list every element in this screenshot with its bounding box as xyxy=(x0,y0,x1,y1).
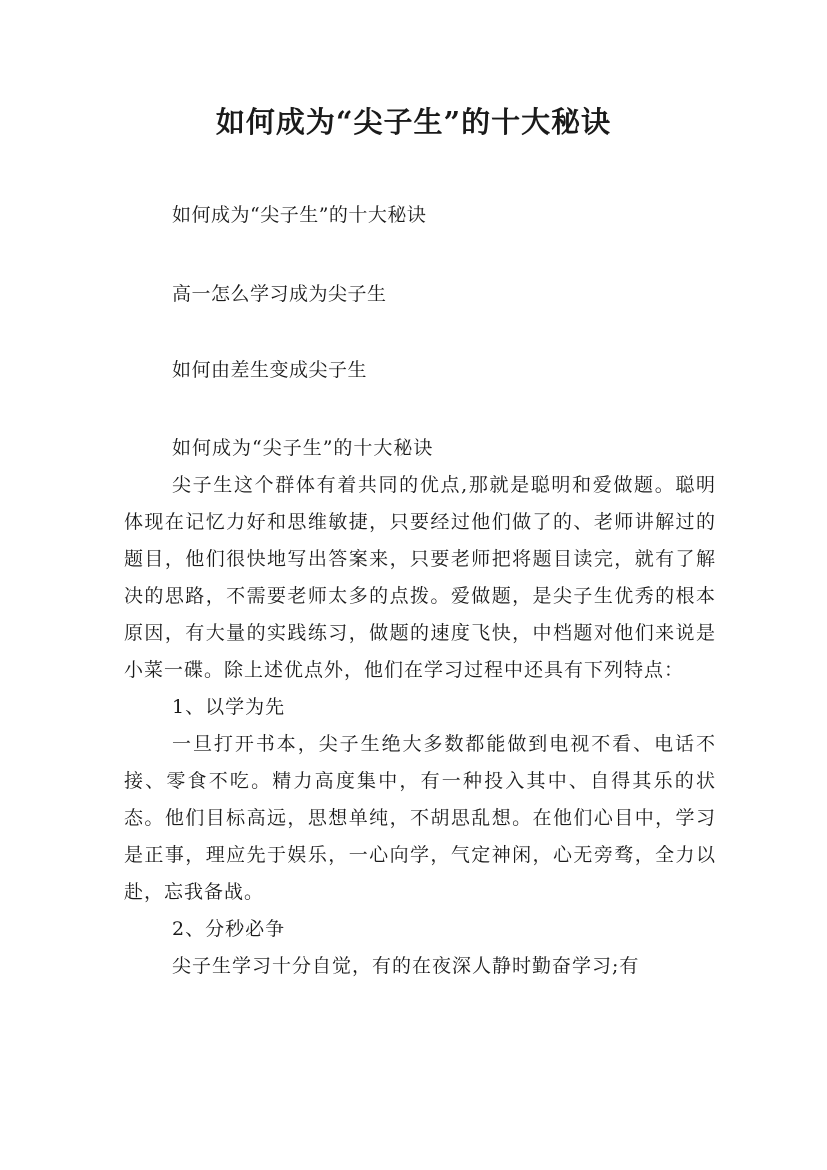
body-paragraph: 尖子生学习十分自觉，有的在夜深人静时勤奋学习;有 xyxy=(172,955,640,977)
document-body xyxy=(124,430,716,985)
related-link-3: 如何由差生变成尖子生 xyxy=(172,359,368,381)
related-link-2: 高一怎么学习成为尖子生 xyxy=(172,283,387,305)
section-heading: 2、分秒必争 xyxy=(172,918,286,940)
section-heading: 1、以学为先 xyxy=(172,696,286,718)
body-heading: 如何成为“尖子生”的十大秘诀 xyxy=(172,437,434,459)
body-paragraph: 尖子生这个群体有着共同的优点,那就是聪明和爱做题。聪明体现在记忆力好和思维敏捷，只要经过他们做了的、老师讲解过的题目，他们很快地写出答案来，只要老师把将题目读完，就有了解决的思路，不需要老师太多的点拨。爱做题，是尖子生优秀的根本原因，有大量的实践练习，做题的速度飞快，中档题对他们来说是小菜一碟。除上述优点外，他们在学习过程中还具有下列特点： xyxy=(124,474,716,681)
body-paragraph: 一旦打开书本，尖子生绝大多数都能做到电视不看、电话不接、零食不吃。精力高度集中，有一种投入其中、自得其乐的状态。他们目标高远，思想单纯，不胡思乱想。在他们心目中，学习是正事，理应先于娱乐，一心向学，气定神闲，心无旁骛，全力以赴，忘我备战。 xyxy=(124,733,716,903)
document-title: 如何成为“尖子生”的十大秘诀 xyxy=(215,105,612,139)
related-link-1: 如何成为“尖子生”的十大秘诀 xyxy=(172,204,427,226)
